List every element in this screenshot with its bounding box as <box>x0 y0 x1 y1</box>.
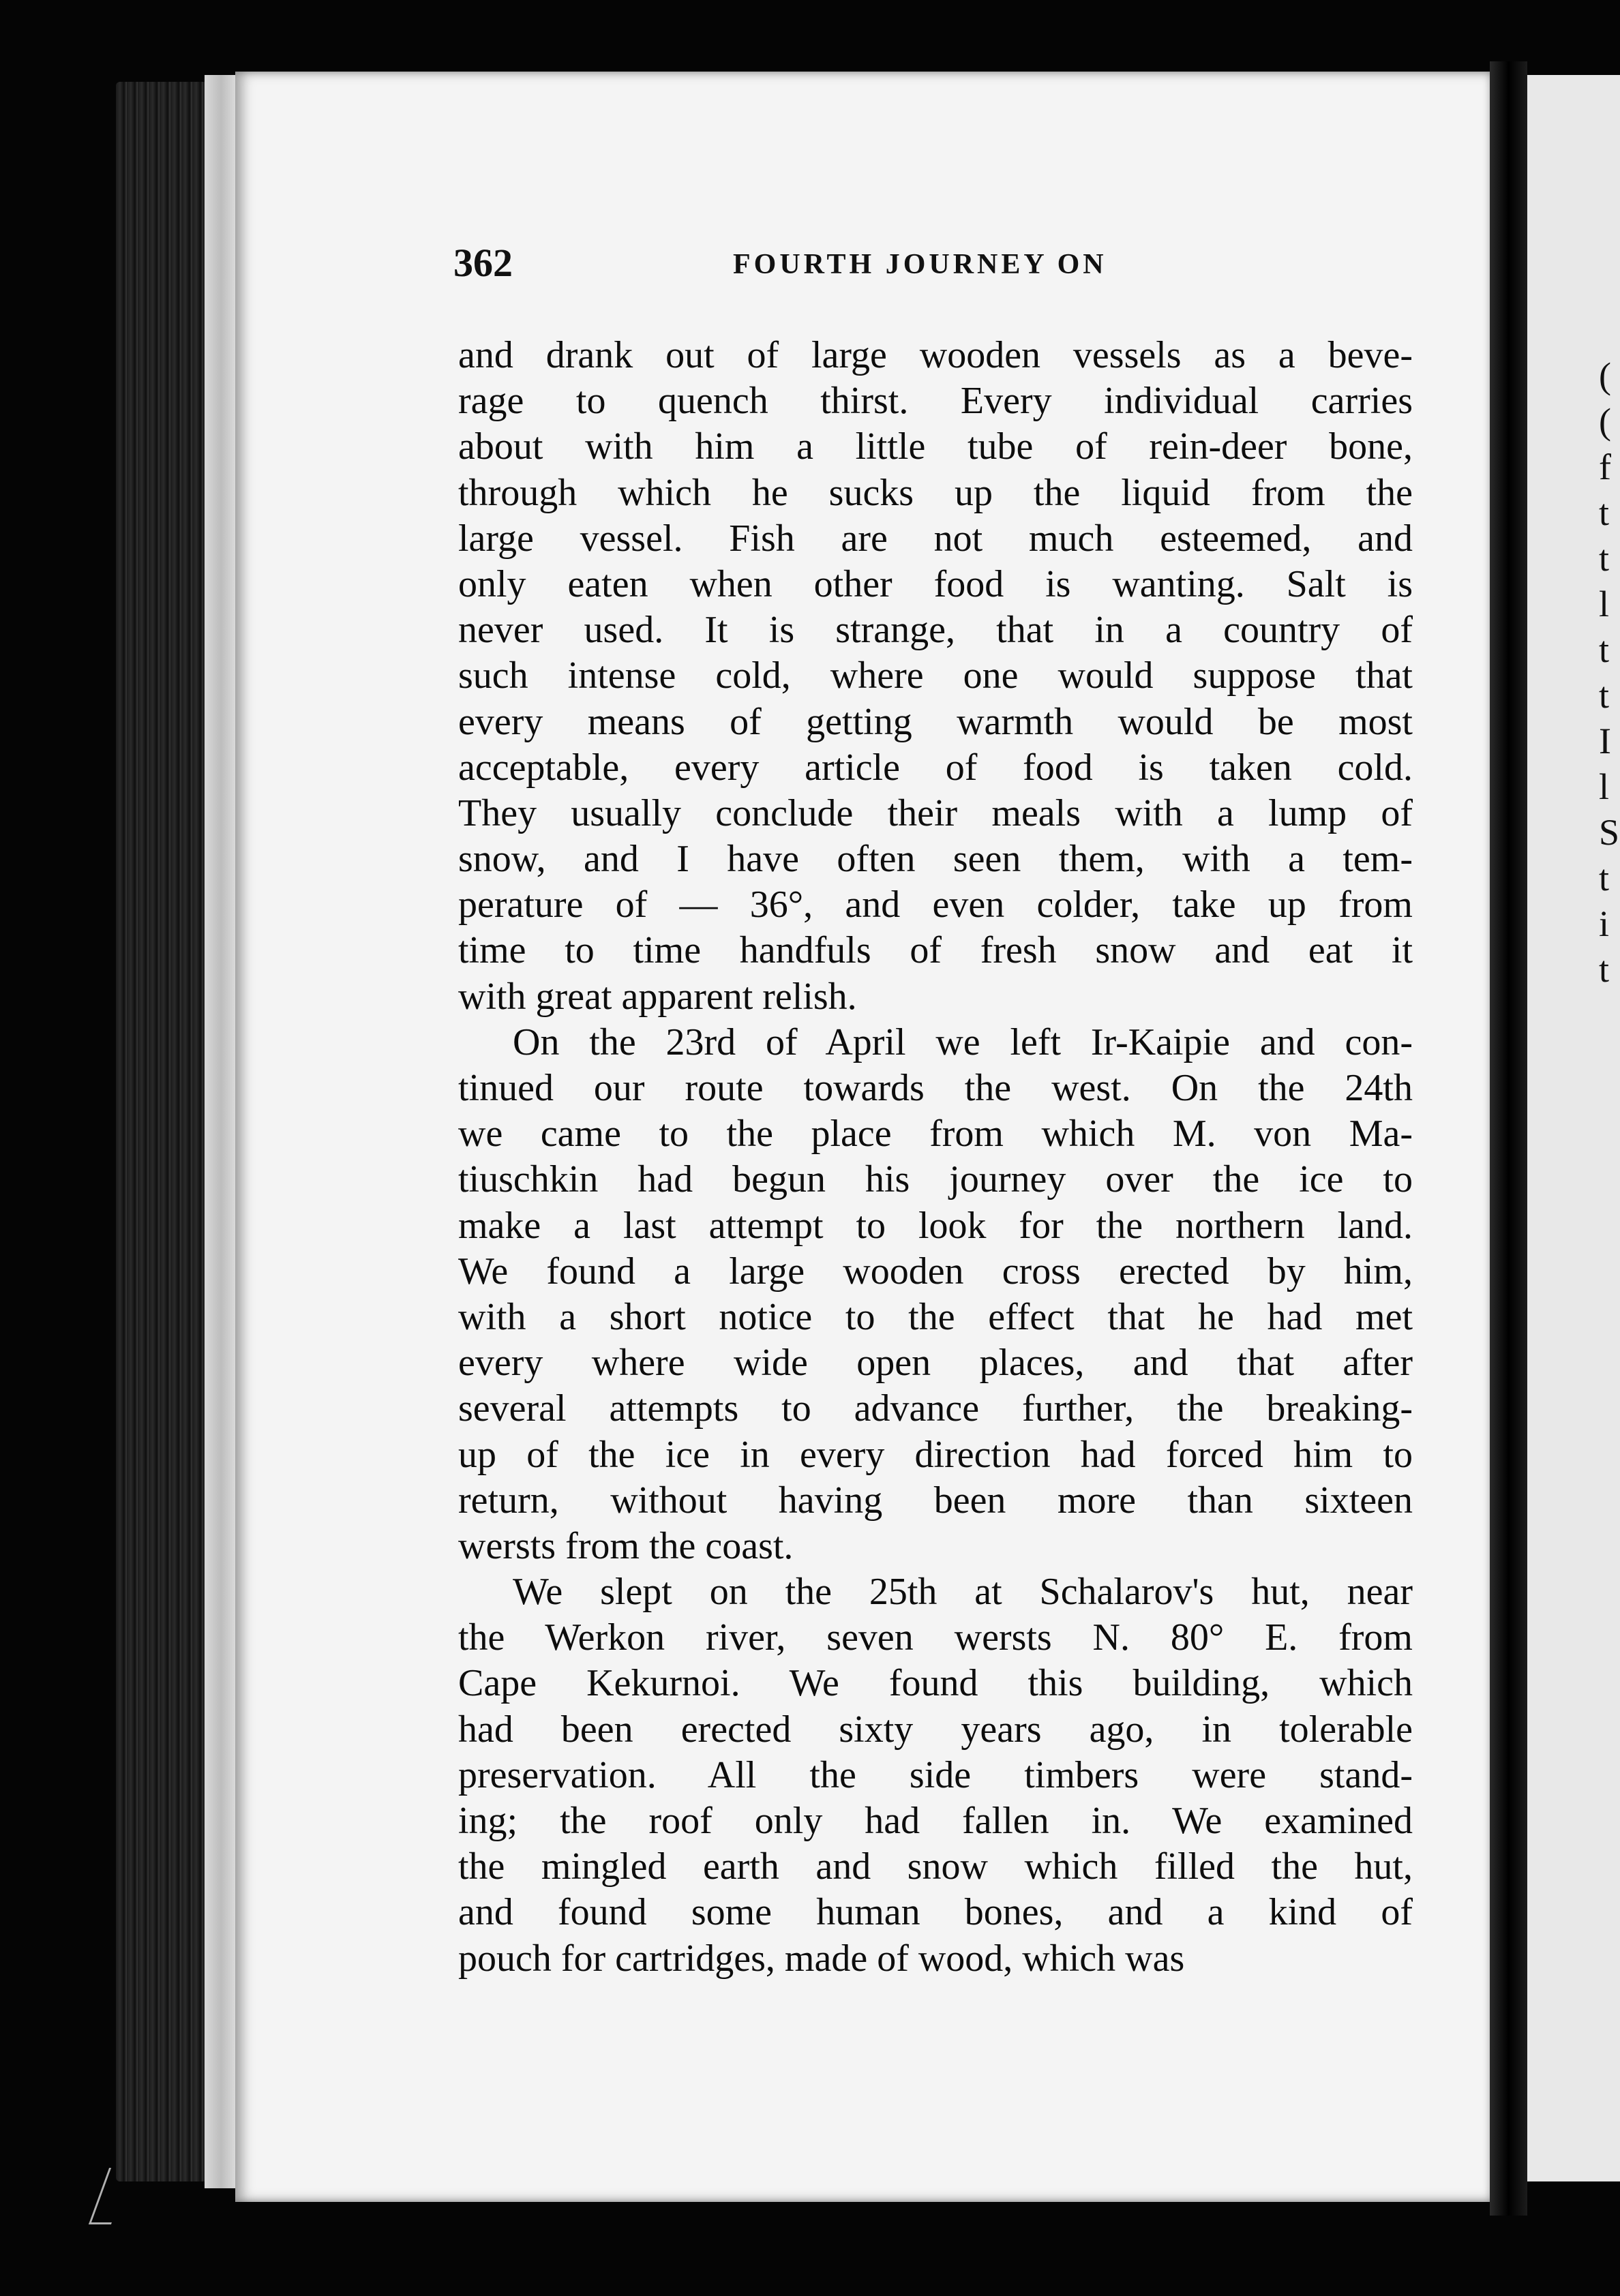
text-line: return, without having been more than sixteen <box>458 1479 1413 1522</box>
facing-page-letter: i <box>1599 903 1610 944</box>
text-line: up of the ice in every direction had forced him to <box>458 1433 1413 1476</box>
text-line: perature of — 36°, and even colder, take up from <box>458 883 1413 926</box>
text-line: with a short notice to the effect that he had met <box>458 1295 1413 1338</box>
text-line: and drank out of large wooden vessels as a beve- <box>458 334 1413 376</box>
facing-page-letter: S <box>1599 812 1620 853</box>
text-line: and found some human bones, and a kind of <box>458 1891 1413 1934</box>
text-line: the Werkon river, seven wersts N. 80° E. from <box>458 1616 1413 1659</box>
facing-page-letter: t <box>1599 949 1610 990</box>
facing-page-letter: t <box>1599 858 1610 898</box>
text-line: through which he sucks up the liquid from the <box>458 471 1413 514</box>
text-line: ing; the roof only had fallen in. We examined <box>458 1800 1413 1842</box>
page-number: 362 <box>453 241 513 285</box>
text-line: time to time handfuls of fresh snow and eat it <box>458 929 1413 972</box>
facing-page-letter: ( <box>1599 355 1611 396</box>
facing-page-letter: ( <box>1599 401 1611 442</box>
facing-page-letter: t <box>1599 675 1610 716</box>
text-line: the mingled earth and snow which filled the hut, <box>458 1845 1413 1888</box>
book-gutter-shadow <box>1490 61 1527 2216</box>
text-line: acceptable, every article of food is taken cold. <box>458 746 1413 789</box>
text-line: They usually conclude their meals with a lump of <box>458 791 1413 834</box>
text-line: we came to the place from which M. von Ma- <box>458 1113 1413 1155</box>
text-line: rage to quench thirst. Every individual carries <box>458 380 1413 423</box>
text-line: had been erected sixty years ago, in tolerable <box>458 1708 1413 1751</box>
body-text <box>458 333 1413 1982</box>
text-line: with great apparent relish. <box>458 975 857 1018</box>
text-line: We slept on the 25th at Schalarov's hut, near <box>513 1571 1413 1614</box>
text-line: every means of getting warmth would be most <box>458 700 1413 743</box>
facing-page-letter: l <box>1599 766 1610 807</box>
text-line: every where wide open places, and that after <box>458 1342 1413 1385</box>
text-line: We found a large wooden cross erected by him, <box>458 1250 1413 1293</box>
facing-page-letter: t <box>1599 629 1610 670</box>
text-line: tiuschkin had begun his journey over the ice to <box>458 1158 1413 1201</box>
text-line: On the 23rd of April we left Ir-Kaipie and con- <box>513 1021 1413 1063</box>
running-title: FOURTH JOURNEY ON <box>733 249 1107 280</box>
scan-artifact-mark <box>89 2168 132 2224</box>
text-line: only eaten when other food is wanting. Salt is <box>458 562 1413 605</box>
text-line: large vessel. Fish are not much esteemed, and <box>458 517 1413 560</box>
text-line: preservation. All the side timbers were stand- <box>458 1753 1413 1796</box>
text-line: tinued our route towards the west. On the 24th <box>458 1067 1413 1109</box>
text-line: never used. It is strange, that in a country of <box>458 609 1413 652</box>
text-line: pouch for cartridges, made of wood, which was <box>458 1937 1185 1980</box>
text-line: wersts from the coast. <box>458 1524 794 1567</box>
text-line: about with him a little tube of rein-deer bone, <box>458 425 1413 468</box>
facing-page-letter: l <box>1599 584 1610 624</box>
text-line: make a last attempt to look for the northern land. <box>458 1204 1413 1247</box>
facing-page-letter: I <box>1599 721 1611 761</box>
facing-page-letter: t <box>1599 492 1610 533</box>
facing-page-letter: t <box>1599 538 1610 579</box>
text-line: such intense cold, where one would suppose that <box>458 654 1413 697</box>
text-line: Cape Kekurnoi. We found this building, which <box>458 1662 1413 1705</box>
text-line: several attempts to advance further, the breaking- <box>458 1387 1413 1430</box>
facing-page-letter: f <box>1599 447 1611 487</box>
text-line: snow, and I have often seen them, with a tem- <box>458 838 1413 881</box>
running-head <box>453 240 1408 288</box>
